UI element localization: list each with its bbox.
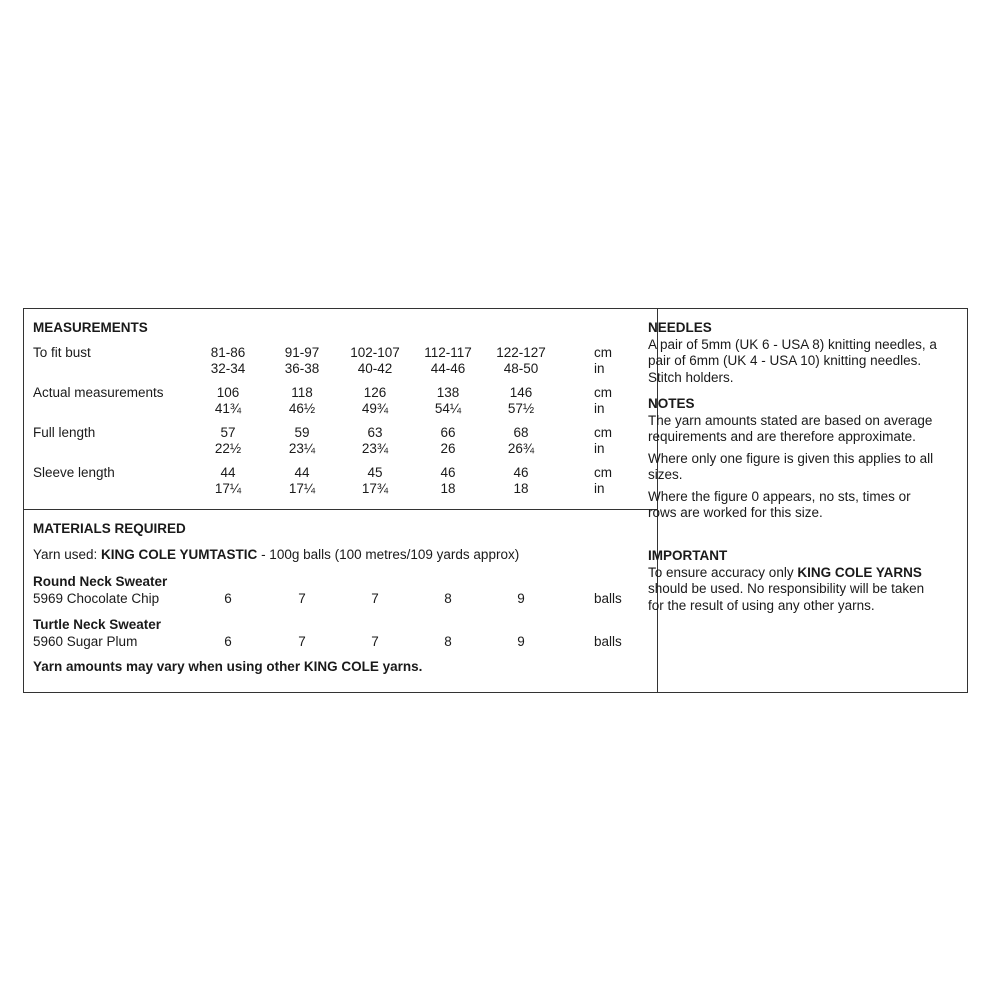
measurements-heading: MEASUREMENTS xyxy=(33,320,148,335)
measurement-cm-value: 102-107 xyxy=(350,345,400,360)
measurement-cm-value: 63 xyxy=(367,425,383,440)
measurement-in-value: 22½ xyxy=(214,441,242,456)
measurement-in-value: 54¼ xyxy=(434,401,462,416)
measurement-in-value: 17¼ xyxy=(214,481,242,496)
materials-amount: 7 xyxy=(371,634,379,649)
measurement-cm-value: 45 xyxy=(367,465,383,480)
important-brand: KING COLE YARNS xyxy=(797,564,922,580)
measurement-cm-value: 146 xyxy=(509,385,533,400)
needles-section xyxy=(648,320,938,386)
materials-item-colour: 5969 Chocolate Chip xyxy=(33,591,160,606)
materials-amount: 8 xyxy=(444,634,452,649)
notes-paragraph-1: The yarn amounts stated are based on average requirements and are therefore approximate. xyxy=(648,412,933,444)
materials-unit: balls xyxy=(594,591,622,606)
materials-heading: MATERIALS REQUIRED xyxy=(33,521,186,536)
materials-item-colour: 5960 Sugar Plum xyxy=(33,634,138,649)
measurement-in-value: 18 xyxy=(440,481,456,496)
measurement-in-value: 41¾ xyxy=(214,401,242,416)
materials-unit: balls xyxy=(594,634,622,649)
section-divider xyxy=(24,509,657,510)
materials-amount: 8 xyxy=(444,591,452,606)
measurement-in-value: 26¾ xyxy=(507,441,535,456)
measurement-cm-value: 44 xyxy=(294,465,310,480)
measurement-cm-value: 46 xyxy=(513,465,529,480)
measurement-label: To fit bust xyxy=(33,345,91,360)
unit-in-label: in xyxy=(594,361,605,376)
measurement-in-value: 49¾ xyxy=(361,401,389,416)
materials-item-title: Turtle Neck Sweater xyxy=(33,617,162,632)
notes-paragraph-3: Where the figure 0 appears, no sts, times or rows are worked for this size. xyxy=(648,488,911,520)
measurement-cm-value: 68 xyxy=(513,425,529,440)
measurement-cm-value: 81-86 xyxy=(210,345,246,360)
measurement-in-value: 36-38 xyxy=(284,361,320,376)
measurement-in-value: 48-50 xyxy=(503,361,539,376)
measurement-cm-value: 91-97 xyxy=(284,345,320,360)
measurement-cm-value: 112-117 xyxy=(424,345,472,360)
measurement-label: Full length xyxy=(33,425,96,440)
measurement-label: Actual measurements xyxy=(33,385,164,400)
measurement-cm-value: 118 xyxy=(291,385,313,400)
unit-cm-label: cm xyxy=(594,425,612,440)
unit-in-label: in xyxy=(594,401,605,416)
important-text-after: should be used. No responsibility will be taken for the result of using any other yarns. xyxy=(648,581,925,613)
yarn-suffix: - 100g balls (100 metres/109 yards approx) xyxy=(257,547,520,562)
measurement-in-value: 18 xyxy=(513,481,529,496)
measurement-in-value: 17¾ xyxy=(361,481,389,496)
measurement-cm-value: 126 xyxy=(363,385,387,400)
materials-amount: 6 xyxy=(224,634,232,649)
measurement-cm-value: 59 xyxy=(294,425,310,440)
important-text xyxy=(648,565,938,615)
important-heading: IMPORTANT xyxy=(648,548,728,563)
measurement-in-value: 32-34 xyxy=(210,361,246,376)
measurement-in-value: 23¾ xyxy=(361,441,389,456)
unit-cm-label: cm xyxy=(594,385,612,400)
materials-amount: 9 xyxy=(517,634,525,649)
unit-cm-label: cm xyxy=(594,465,612,480)
measurement-in-value: 17¼ xyxy=(288,481,316,496)
unit-cm-label: cm xyxy=(594,345,612,360)
yarn-name: KING COLE YUMTASTIC xyxy=(101,547,258,562)
measurement-in-value: 57½ xyxy=(507,401,535,416)
needles-heading: NEEDLES xyxy=(648,320,712,335)
measurement-cm-value: 44 xyxy=(220,465,236,480)
measurement-in-value: 23¼ xyxy=(288,441,316,456)
unit-in-label: in xyxy=(594,441,605,456)
materials-amount: 7 xyxy=(298,634,306,649)
notes-paragraph-2: Where only one figure is given this applies to all sizes. xyxy=(648,450,934,482)
measurement-in-value: 26 xyxy=(440,441,456,456)
measurement-cm-value: 66 xyxy=(440,425,456,440)
yarn-used-line xyxy=(33,547,519,563)
important-text-before: To ensure accuracy only xyxy=(648,564,798,580)
notes-section xyxy=(648,396,938,522)
measurement-cm-value: 46 xyxy=(440,465,456,480)
materials-amount: 7 xyxy=(371,591,379,606)
unit-in-label: in xyxy=(594,481,605,496)
materials-footnote: Yarn amounts may vary when using other KING COLE yarns. xyxy=(33,659,423,674)
materials-amount: 6 xyxy=(224,591,232,606)
measurement-label: Sleeve length xyxy=(33,465,115,480)
measurement-in-value: 46½ xyxy=(288,401,316,416)
needles-text: A pair of 5mm (UK 6 - USA 8) knitting needles, a pair of 6mm (UK 4 - USA 10) knitting needles. Stitch holders. xyxy=(648,336,937,385)
measurement-cm-value: 57 xyxy=(220,425,236,440)
notes-heading: NOTES xyxy=(648,396,695,411)
measurement-cm-value: 138 xyxy=(436,385,460,400)
measurement-cm-value: 106 xyxy=(216,385,240,400)
important-section xyxy=(648,548,938,614)
yarn-prefix: Yarn used: xyxy=(33,547,102,562)
measurement-cm-value: 122-127 xyxy=(496,345,546,360)
materials-amount: 9 xyxy=(517,591,525,606)
materials-item-title: Round Neck Sweater xyxy=(33,574,168,589)
measurement-in-value: 40-42 xyxy=(357,361,393,376)
measurement-in-value: 44-46 xyxy=(430,361,466,376)
materials-amount: 7 xyxy=(298,591,306,606)
